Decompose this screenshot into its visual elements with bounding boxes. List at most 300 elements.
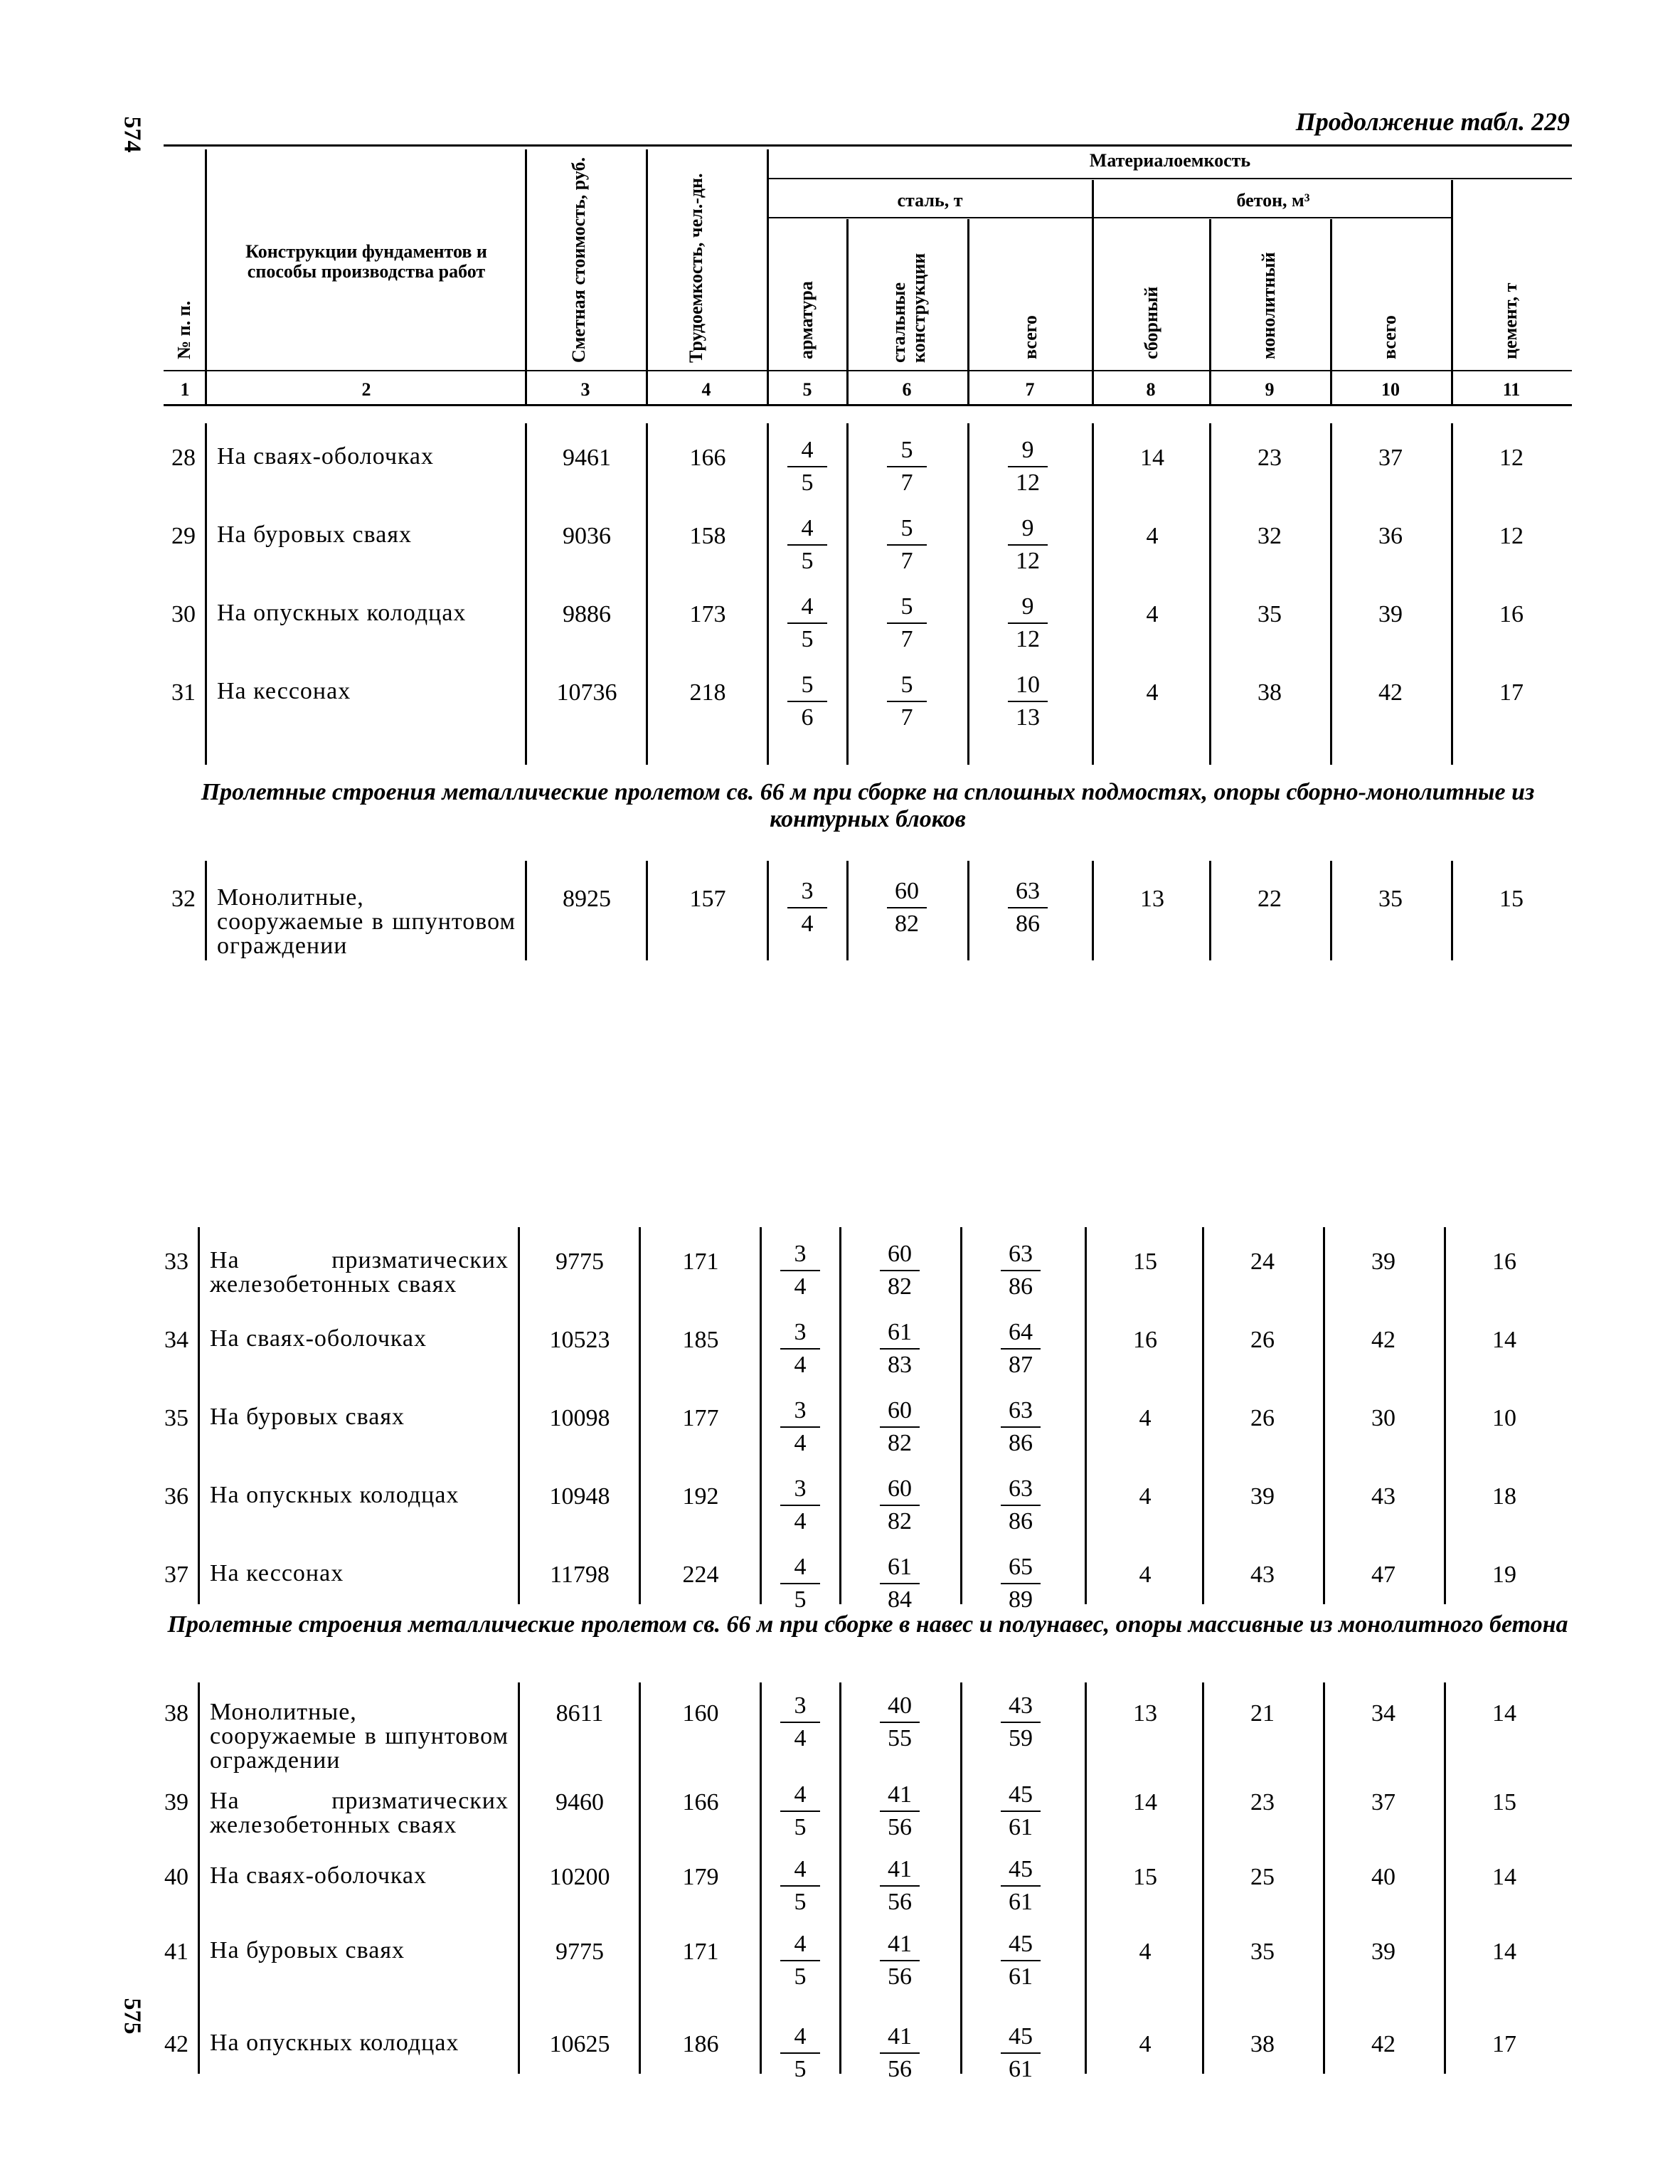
fraction-denominator: 13: [1016, 704, 1040, 731]
row-number: 40: [164, 1864, 188, 1890]
fraction-numerator: 60: [880, 1395, 920, 1428]
cement: 16: [1492, 1249, 1516, 1275]
concrete-monolithic: 23: [1250, 1789, 1275, 1815]
cement: 10: [1492, 1405, 1516, 1431]
fraction-numerator: 5: [887, 669, 927, 702]
concrete-total: 43: [1371, 1483, 1395, 1510]
column-divider: [518, 1227, 520, 1604]
fraction-denominator: 7: [900, 626, 913, 652]
column-number: 10: [1381, 379, 1400, 400]
row-number: 37: [164, 1562, 188, 1588]
steel-total-fraction: [999, 513, 1056, 577]
labor-input: 171: [682, 1939, 719, 1965]
fraction-denominator: 86: [1009, 1273, 1033, 1300]
fraction-numerator: 4: [787, 591, 827, 624]
fraction-denominator: 4: [794, 1508, 807, 1534]
header-prefab: сборный: [1141, 286, 1161, 359]
concrete-total: 42: [1378, 679, 1403, 706]
steel-total-fraction: [992, 2021, 1049, 2085]
steel-structures-fraction: [871, 2021, 928, 2085]
steel-total-fraction: [992, 1779, 1049, 1843]
concrete-monolithic: 21: [1250, 1700, 1275, 1727]
fraction-numerator: 41: [880, 1854, 920, 1887]
column-divider: [960, 1682, 962, 2074]
fraction-numerator: 4: [780, 1779, 820, 1812]
fraction-numerator: 45: [1001, 1779, 1041, 1812]
construction-name: На опускных колодцах: [210, 1482, 459, 1508]
rebar-fraction: [779, 513, 836, 577]
row-number: 32: [171, 886, 196, 912]
concrete-total: 37: [1371, 1789, 1395, 1815]
fraction-numerator: 3: [780, 1690, 820, 1723]
fraction-numerator: 63: [1001, 1239, 1041, 1271]
fraction-denominator: 4: [801, 911, 814, 937]
fraction-numerator: 41: [880, 2021, 920, 2054]
labor-input: 171: [682, 1249, 719, 1275]
column-number: 1: [180, 379, 190, 400]
estimated-cost: 9460: [555, 1789, 604, 1815]
column-divider: [760, 1682, 762, 2074]
fraction-numerator: 43: [1001, 1690, 1041, 1723]
column-divider: [646, 861, 648, 960]
fraction-denominator: 84: [888, 1586, 912, 1613]
fraction-denominator: 5: [794, 1814, 807, 1840]
concrete-total: 39: [1371, 1939, 1395, 1965]
concrete-monolithic: 39: [1250, 1483, 1275, 1510]
concrete-prefab: 4: [1146, 679, 1159, 706]
steel-total-fraction: [992, 1239, 1049, 1303]
fraction-denominator: 83: [888, 1352, 912, 1378]
concrete-prefab: 13: [1140, 886, 1164, 912]
column-divider: [639, 1682, 641, 2074]
fraction-denominator: 7: [900, 470, 913, 496]
rebar-fraction: [779, 435, 836, 499]
construction-name: На призматических железобетонных сваях: [210, 1788, 509, 1838]
concrete-total: 42: [1371, 2031, 1395, 2057]
header-material: Материалоемкость: [1089, 150, 1251, 171]
concrete-monolithic: 38: [1258, 679, 1282, 706]
row-number: 39: [164, 1789, 188, 1815]
steel-total-fraction: [992, 1317, 1049, 1381]
steel-structures-fraction: [871, 1690, 928, 1754]
column-divider: [846, 423, 849, 765]
section-heading: Пролетные строения металлические пролетом св. 66 м при сборке в навес и полунавес, опоры массивные из монолитного бетона: [167, 1611, 1568, 1638]
column-divider: [1323, 1682, 1325, 2074]
column-divider: [967, 423, 969, 765]
concrete-prefab: 4: [1139, 2031, 1152, 2057]
column-divider: [646, 423, 648, 765]
labor-input: 157: [689, 886, 726, 912]
fraction-numerator: 5: [887, 591, 927, 624]
concrete-monolithic: 25: [1250, 1864, 1275, 1890]
column-number: 4: [701, 379, 711, 400]
fraction-denominator: 82: [888, 1430, 912, 1456]
fraction-denominator: 6: [801, 704, 814, 731]
row-number: 34: [164, 1327, 188, 1353]
fraction-denominator: 4: [794, 1352, 807, 1378]
column-divider: [1202, 1227, 1204, 1604]
column-number: 3: [580, 379, 590, 400]
column-divider: [967, 861, 969, 960]
fraction-denominator: 7: [900, 548, 913, 574]
column-number: 2: [361, 379, 371, 400]
fraction-numerator: 63: [1001, 1473, 1041, 1506]
rebar-fraction: [772, 1854, 829, 1918]
column-number: 11: [1502, 379, 1521, 400]
rebar-fraction: [772, 1395, 829, 1459]
fraction-denominator: 61: [1009, 1889, 1033, 1915]
column-divider: [1451, 861, 1453, 960]
steel-total-fraction: [999, 669, 1056, 733]
labor-input: 166: [682, 1789, 719, 1815]
fraction-denominator: 86: [1009, 1430, 1033, 1456]
steel-structures-fraction: [871, 1929, 928, 1993]
construction-name: На буровых сваях: [217, 521, 412, 548]
fraction-denominator: 82: [895, 911, 919, 937]
column-divider: [525, 423, 527, 765]
steel-total-fraction: [999, 435, 1056, 499]
concrete-monolithic: 26: [1250, 1327, 1275, 1353]
fraction-numerator: 63: [1001, 1395, 1041, 1428]
construction-name: На сваях-оболочках: [210, 1325, 427, 1352]
rebar-fraction: [772, 1929, 829, 1993]
construction-name: На буровых сваях: [210, 1404, 405, 1430]
estimated-cost: 8611: [555, 1700, 604, 1727]
concrete-monolithic: 43: [1250, 1562, 1275, 1588]
fraction-numerator: 41: [880, 1929, 920, 1961]
estimated-cost: 10523: [549, 1327, 610, 1353]
column-divider: [1444, 1682, 1446, 2074]
row-number: 31: [171, 679, 196, 706]
concrete-total: 30: [1371, 1405, 1395, 1431]
fraction-denominator: 82: [888, 1273, 912, 1300]
column-divider: [1444, 1227, 1446, 1604]
steel-total-fraction: [999, 591, 1056, 655]
fraction-denominator: 12: [1016, 548, 1040, 574]
fraction-numerator: 5: [787, 669, 827, 702]
construction-name: На кессонах: [217, 678, 351, 704]
labor-input: 218: [689, 679, 726, 706]
header-labor: Трудоемкость, чел.-дн.: [686, 173, 706, 363]
column-divider: [1451, 423, 1453, 765]
fraction-denominator: 5: [794, 1963, 807, 1990]
fraction-denominator: 89: [1009, 1586, 1033, 1613]
fraction-numerator: 60: [880, 1473, 920, 1506]
labor-input: 192: [682, 1483, 719, 1510]
fraction-denominator: 56: [888, 2056, 912, 2082]
steel-total-fraction: [992, 1552, 1049, 1616]
estimated-cost: 10625: [549, 2031, 610, 2057]
column-divider: [518, 1682, 520, 2074]
column-divider: [1085, 1227, 1087, 1604]
column-number: 9: [1265, 379, 1275, 400]
fraction-numerator: 45: [1001, 2021, 1041, 2054]
estimated-cost: 10948: [549, 1483, 610, 1510]
estimated-cost: 9036: [563, 523, 611, 549]
steel-structures-fraction: [871, 1473, 928, 1537]
column-divider: [1085, 1682, 1087, 2074]
column-divider: [205, 423, 207, 765]
cement: 17: [1492, 2031, 1516, 2057]
fraction-numerator: 4: [780, 1854, 820, 1887]
column-divider: [960, 1227, 962, 1604]
fraction-denominator: 5: [794, 2056, 807, 2082]
concrete-total: 47: [1371, 1562, 1395, 1588]
concrete-total: 36: [1378, 523, 1403, 549]
row-number: 36: [164, 1483, 188, 1510]
construction-name: На опускных колодцах: [210, 2030, 459, 2056]
fraction-denominator: 56: [888, 1814, 912, 1840]
concrete-monolithic: 35: [1250, 1939, 1275, 1965]
fraction-numerator: 9: [1008, 591, 1048, 624]
estimated-cost: 10736: [556, 679, 617, 706]
fraction-numerator: 63: [1008, 876, 1048, 908]
steel-total-fraction: [992, 1395, 1049, 1459]
cement: 15: [1499, 886, 1524, 912]
column-divider: [839, 1227, 841, 1604]
fraction-numerator: 60: [887, 876, 927, 908]
labor-input: 173: [689, 601, 726, 627]
column-divider: [839, 1682, 841, 2074]
column-divider: [639, 1227, 641, 1604]
column-divider: [1209, 423, 1211, 765]
fraction-denominator: 86: [1009, 1508, 1033, 1534]
fraction-numerator: 3: [780, 1473, 820, 1506]
concrete-prefab: 4: [1146, 523, 1159, 549]
header-concrete: бетон, м³: [1236, 190, 1310, 211]
fraction-numerator: 45: [1001, 1929, 1041, 1961]
cement: 14: [1492, 1700, 1516, 1727]
labor-input: 186: [682, 2031, 719, 2057]
column-number: 7: [1025, 379, 1035, 400]
column-divider: [1092, 861, 1094, 960]
column-number: 5: [802, 379, 812, 400]
row-number: 38: [164, 1700, 188, 1727]
page-number-bottom: 575: [119, 1998, 146, 2035]
steel-structures-fraction: [871, 1317, 928, 1381]
column-divider: [1092, 423, 1094, 765]
page-number-top: 574: [119, 116, 146, 153]
concrete-prefab: 4: [1139, 1483, 1152, 1510]
concrete-monolithic: 32: [1258, 523, 1282, 549]
cement: 14: [1492, 1939, 1516, 1965]
fraction-numerator: 9: [1008, 435, 1048, 467]
fraction-numerator: 4: [780, 1929, 820, 1961]
column-divider: [1330, 861, 1332, 960]
labor-input: 166: [689, 445, 726, 471]
cement: 14: [1492, 1864, 1516, 1890]
concrete-prefab: 16: [1133, 1327, 1157, 1353]
fraction-numerator: 45: [1001, 1854, 1041, 1887]
column-divider: [846, 861, 849, 960]
column-divider: [1202, 1682, 1204, 2074]
construction-name: На опускных колодцах: [217, 600, 467, 626]
concrete-monolithic: 38: [1250, 2031, 1275, 2057]
fraction-denominator: 59: [1009, 1725, 1033, 1751]
rebar-fraction: [779, 591, 836, 655]
cement: 18: [1492, 1483, 1516, 1510]
cement: 19: [1492, 1562, 1516, 1588]
header-construction: Конструкции фундаментов и способы производства работ: [245, 241, 487, 282]
labor-input: 224: [682, 1562, 719, 1588]
fraction-denominator: 12: [1016, 470, 1040, 496]
concrete-total: 42: [1371, 1327, 1395, 1353]
cement: 12: [1499, 523, 1524, 549]
fraction-denominator: 4: [794, 1725, 807, 1751]
fraction-numerator: 3: [780, 1239, 820, 1271]
concrete-prefab: 4: [1139, 1939, 1152, 1965]
fraction-denominator: 5: [794, 1586, 807, 1613]
header-monolithic: монолитный: [1258, 252, 1279, 359]
fraction-denominator: 7: [900, 704, 913, 731]
header-concrete-total: всего: [1379, 315, 1400, 359]
fraction-denominator: 4: [794, 1430, 807, 1456]
rebar-fraction: [772, 1239, 829, 1303]
estimated-cost: 10200: [549, 1864, 610, 1890]
concrete-monolithic: 23: [1258, 445, 1282, 471]
fraction-numerator: 3: [787, 876, 827, 908]
fraction-numerator: 4: [787, 435, 827, 467]
labor-input: 179: [682, 1864, 719, 1890]
fraction-numerator: 5: [887, 435, 927, 467]
fraction-denominator: 5: [801, 626, 814, 652]
header-steel-structures: стальные конструкции: [888, 253, 929, 363]
construction-name: На сваях-оболочках: [210, 1862, 427, 1889]
header-steel-total: всего: [1020, 315, 1041, 359]
fraction-numerator: 5: [887, 513, 927, 546]
concrete-prefab: 13: [1133, 1700, 1157, 1727]
column-divider: [1330, 423, 1332, 765]
row-number: 30: [171, 601, 196, 627]
estimated-cost: 10098: [549, 1405, 610, 1431]
header-cost: Сметная стоимость, руб.: [568, 157, 589, 363]
fraction-numerator: 61: [880, 1552, 920, 1584]
column-divider: [205, 861, 207, 960]
section-heading: Пролетные строения металлические пролетом св. 66 м при сборке на сплошных подмостях, опоры сборно-монолитные из контурных блоков: [201, 779, 1535, 832]
row-number: 41: [164, 1939, 188, 1965]
fraction-denominator: 82: [888, 1508, 912, 1534]
fraction-numerator: 65: [1001, 1552, 1041, 1584]
column-divider: [760, 1227, 762, 1604]
construction-name: На призматических железобетонных сваях: [210, 1247, 509, 1298]
cement: 15: [1492, 1789, 1516, 1815]
header-number: № п. п.: [174, 300, 194, 359]
row-number: 28: [171, 445, 196, 471]
steel-structures-fraction: [878, 435, 935, 499]
fraction-denominator: 87: [1009, 1352, 1033, 1378]
concrete-prefab: 15: [1133, 1249, 1157, 1275]
fraction-numerator: 3: [780, 1317, 820, 1350]
steel-total-fraction: [992, 1473, 1049, 1537]
column-divider: [525, 861, 527, 960]
fraction-denominator: 5: [801, 548, 814, 574]
concrete-total: 35: [1378, 886, 1403, 912]
fraction-denominator: 5: [801, 470, 814, 496]
steel-structures-fraction: [871, 1395, 928, 1459]
fraction-denominator: 61: [1009, 2056, 1033, 2082]
row-number: 42: [164, 2031, 188, 2057]
row-number: 33: [164, 1249, 188, 1275]
fraction-denominator: 4: [794, 1273, 807, 1300]
header-steel: сталь, т: [897, 190, 963, 211]
column-divider: [1323, 1227, 1325, 1604]
labor-input: 158: [689, 523, 726, 549]
construction-name: Монолитные, сооружаемые в шпунтовом ограждении: [210, 1699, 509, 1774]
fraction-numerator: 4: [780, 1552, 820, 1584]
cement: 16: [1499, 601, 1524, 627]
concrete-total: 39: [1371, 1249, 1395, 1275]
estimated-cost: 11798: [550, 1562, 610, 1588]
concrete-monolithic: 24: [1250, 1249, 1275, 1275]
concrete-total: 34: [1371, 1700, 1395, 1727]
concrete-prefab: 4: [1139, 1405, 1152, 1431]
cement: 12: [1499, 445, 1524, 471]
concrete-monolithic: 22: [1258, 886, 1282, 912]
construction-name: На кессонах: [210, 1560, 344, 1586]
concrete-prefab: 4: [1139, 1562, 1152, 1588]
concrete-total: 39: [1378, 601, 1403, 627]
fraction-denominator: 86: [1016, 911, 1040, 937]
rebar-fraction: [779, 876, 836, 940]
column-divider: [767, 423, 769, 765]
row-number: 29: [171, 523, 196, 549]
construction-name: На буровых сваях: [210, 1937, 405, 1963]
steel-structures-fraction: [871, 1239, 928, 1303]
fraction-denominator: 61: [1009, 1963, 1033, 1990]
rebar-fraction: [772, 1690, 829, 1754]
fraction-numerator: 10: [1008, 669, 1048, 702]
concrete-prefab: 14: [1133, 1789, 1157, 1815]
concrete-prefab: 4: [1146, 601, 1159, 627]
concrete-total: 37: [1378, 445, 1403, 471]
column-divider: [198, 1227, 200, 1604]
fraction-numerator: 64: [1001, 1317, 1041, 1350]
column-number: 6: [902, 379, 912, 400]
fraction-numerator: 61: [880, 1317, 920, 1350]
steel-total-fraction: [992, 1690, 1049, 1754]
rebar-fraction: [772, 2021, 829, 2085]
estimated-cost: 9886: [563, 601, 611, 627]
steel-structures-fraction: [871, 1779, 928, 1843]
concrete-monolithic: 35: [1258, 601, 1282, 627]
fraction-numerator: 60: [880, 1239, 920, 1271]
construction-name: Монолитные, сооружаемые в шпунтовом ограждении: [217, 884, 516, 959]
row-number: 35: [164, 1405, 188, 1431]
concrete-prefab: 14: [1140, 445, 1164, 471]
steel-total-fraction: [992, 1929, 1049, 1993]
fraction-numerator: 4: [787, 513, 827, 546]
steel-total-fraction: [999, 876, 1056, 940]
fraction-denominator: 61: [1009, 1814, 1033, 1840]
steel-structures-fraction: [871, 1854, 928, 1918]
header-cement: цемент, т: [1500, 282, 1521, 359]
steel-total-fraction: [992, 1854, 1049, 1918]
rebar-fraction: [779, 669, 836, 733]
fraction-numerator: 9: [1008, 513, 1048, 546]
labor-input: 177: [682, 1405, 719, 1431]
fraction-denominator: 5: [794, 1889, 807, 1915]
fraction-denominator: 12: [1016, 626, 1040, 652]
rebar-fraction: [772, 1779, 829, 1843]
labor-input: 160: [682, 1700, 719, 1727]
estimated-cost: 9775: [555, 1939, 604, 1965]
steel-structures-fraction: [878, 876, 935, 940]
fraction-denominator: 56: [888, 1963, 912, 1990]
rebar-fraction: [772, 1473, 829, 1537]
column-divider: [1209, 861, 1211, 960]
column-divider: [198, 1682, 200, 2074]
fraction-numerator: 3: [780, 1395, 820, 1428]
